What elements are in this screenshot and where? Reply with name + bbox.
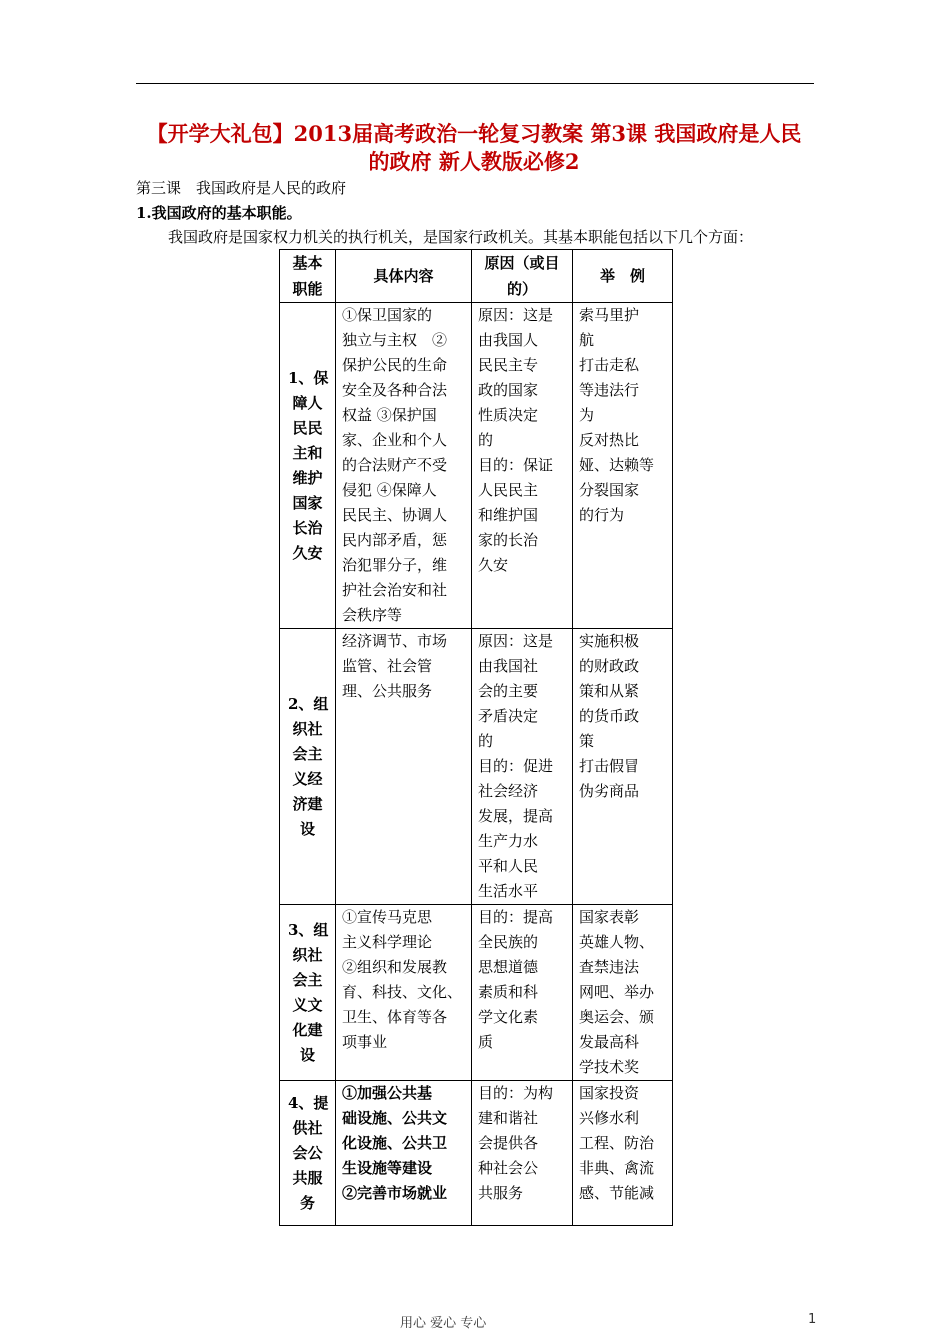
cell-text-line: 监管、社会管 bbox=[342, 657, 433, 675]
cell-text-line: 民民主、协调人 bbox=[342, 506, 448, 524]
cell-text-line: 保护公民的生命 bbox=[342, 356, 448, 374]
cell-text-line: 民民 bbox=[292, 418, 323, 437]
page-number: 1 bbox=[808, 1312, 817, 1327]
cell-text-line: 家、企业和个人 bbox=[342, 431, 448, 449]
cell-text-line: 目的：保证 bbox=[478, 456, 554, 474]
cell-text-line: 政的国家 bbox=[478, 381, 539, 399]
cell-text-line: 策和从紧 bbox=[579, 682, 640, 700]
cell-text-line: ②完善市场就业 bbox=[342, 1184, 448, 1202]
header-cell-content bbox=[336, 250, 472, 303]
cell-text-line: 长治 bbox=[292, 518, 323, 537]
cell-text-line: 经济调节、市场 bbox=[342, 632, 448, 650]
cell-text-line: ①宣传马克思 bbox=[342, 908, 433, 926]
cell-text-line: 反对热比 bbox=[579, 431, 640, 449]
cell-text-line: 的货币政 bbox=[579, 707, 640, 725]
cell-text-line: 打击走私 bbox=[579, 356, 640, 374]
cell-text-line: 由我国社 bbox=[478, 657, 539, 675]
cell-text-line: 的合法财产不受 bbox=[342, 456, 448, 474]
cell-text-line: 目的：提高 bbox=[478, 908, 554, 926]
content-cell bbox=[336, 905, 472, 1081]
cell-text-line: 化建 bbox=[292, 1020, 323, 1039]
example-cell bbox=[573, 629, 673, 905]
cell-text-line: 障人 bbox=[292, 393, 323, 412]
cell-text-line: 性质决定 bbox=[478, 406, 539, 424]
functions-table bbox=[279, 249, 673, 1226]
cell-text-line: 原因：这是 bbox=[478, 306, 554, 324]
reason-cell bbox=[472, 905, 573, 1081]
cell-text-line: 维护 bbox=[292, 468, 323, 487]
cell-text-line: 权益 ③保护国 bbox=[342, 406, 437, 424]
cell-text-line: 久安 bbox=[478, 556, 509, 574]
cell-text-line: 设 bbox=[299, 819, 315, 838]
cell-text-line: 的 bbox=[478, 431, 494, 449]
function-cell bbox=[280, 303, 336, 629]
lesson-heading: 第三课 我国政府是人民的政府 bbox=[136, 179, 347, 197]
title-line-2: 的政府 新人教版必修2 bbox=[368, 149, 580, 174]
intro-paragraph: 我国政府是国家权力机关的执行机关，是国家行政机关。其基本职能包括以下几个方面： bbox=[168, 228, 754, 246]
cell-text-line: 策 bbox=[579, 732, 595, 750]
cell-text-line: 由我国人 bbox=[478, 331, 539, 349]
cell-text-line: 共服务 bbox=[478, 1184, 524, 1202]
cell-text-line: 会秩序等 bbox=[342, 606, 403, 624]
reason-cell bbox=[472, 1081, 573, 1226]
cell-text-line: 国家 bbox=[292, 493, 323, 512]
function-cell bbox=[280, 905, 336, 1081]
cell-text-line: 义经 bbox=[292, 769, 323, 788]
cell-text-line: 安全及各种合法 bbox=[342, 381, 448, 399]
cell-text-line: 育、科技、文化、 bbox=[342, 983, 463, 1001]
header-cell-example bbox=[573, 250, 673, 303]
cell-text-line: 工程、防治 bbox=[579, 1134, 655, 1152]
cell-text-line: 2、组 bbox=[288, 694, 329, 713]
cell-text-line: 人民民主 bbox=[478, 481, 539, 499]
cell-text-line: 的财政政 bbox=[579, 657, 640, 675]
table-row bbox=[280, 629, 673, 905]
table-row bbox=[280, 303, 673, 629]
cell-text-line: 质 bbox=[478, 1033, 494, 1051]
cell-text-line: 原因：这是 bbox=[478, 632, 554, 650]
document-title bbox=[128, 120, 820, 176]
cell-text-line: 目的：促进 bbox=[478, 757, 554, 775]
cell-text-line: 学文化素 bbox=[478, 1008, 539, 1026]
cell-text-line: 英雄人物、 bbox=[579, 933, 655, 951]
cell-text-line: 种社会公 bbox=[478, 1159, 539, 1177]
cell-text-line: 治犯罪分子，维 bbox=[342, 556, 448, 574]
cell-text-line: 民内部矛盾，惩 bbox=[342, 531, 448, 549]
table-row bbox=[280, 905, 673, 1081]
reason-cell bbox=[472, 629, 573, 905]
cell-text-line: 具体内容 bbox=[373, 267, 434, 285]
section-heading: 1.我国政府的基本职能。 bbox=[136, 204, 302, 222]
cell-text-line: 全民族的 bbox=[478, 933, 539, 951]
cell-text-line: 独立与主权 ② bbox=[342, 331, 448, 349]
example-cell bbox=[573, 303, 673, 629]
cell-text-line: 兴修水利 bbox=[579, 1109, 640, 1127]
cell-text-line: 的） bbox=[506, 280, 537, 298]
cell-text-line: 娅、达赖等 bbox=[579, 456, 655, 474]
content-cell bbox=[336, 303, 472, 629]
cell-text-line: 护社会治安和社 bbox=[342, 581, 448, 599]
cell-text-line: 生设施等建设 bbox=[342, 1159, 433, 1177]
cell-text-line: 伪劣商品 bbox=[579, 782, 640, 800]
cell-text-line: 感、节能减 bbox=[579, 1184, 655, 1202]
cell-text-line: 民民主专 bbox=[478, 356, 539, 374]
example-cell bbox=[573, 905, 673, 1081]
cell-text-line: 会主 bbox=[292, 744, 323, 763]
cell-text-line: 供社 bbox=[292, 1118, 323, 1137]
cell-text-line: 矛盾决定 bbox=[478, 707, 539, 725]
cell-text-line: 主和 bbox=[292, 443, 323, 462]
cell-text-line: ①加强公共基 bbox=[342, 1084, 433, 1102]
header-rule bbox=[136, 83, 814, 84]
cell-text-line: 实施积极 bbox=[579, 632, 640, 650]
cell-text-line: 义文 bbox=[292, 995, 323, 1014]
cell-text-line: 举 例 bbox=[599, 267, 645, 285]
cell-text-line: 织社 bbox=[292, 719, 323, 738]
cell-text-line: 久安 bbox=[292, 543, 323, 562]
example-cell bbox=[573, 1081, 673, 1226]
cell-text-line: 基本 bbox=[292, 254, 323, 272]
cell-text-line: 发展，提高 bbox=[478, 807, 554, 825]
content-cell bbox=[336, 1081, 472, 1226]
cell-text-line: 共服 bbox=[292, 1168, 323, 1187]
table-row bbox=[280, 1081, 673, 1226]
cell-text-line: 国家表彰 bbox=[579, 908, 640, 926]
cell-text-line: 会提供各 bbox=[478, 1134, 539, 1152]
cell-text-line: 打击假冒 bbox=[579, 757, 640, 775]
cell-text-line: 设 bbox=[299, 1045, 315, 1064]
cell-text-line: 家的长治 bbox=[478, 531, 539, 549]
cell-text-line: 索马里护 bbox=[579, 306, 640, 324]
cell-text-line: ②组织和发展教 bbox=[342, 958, 448, 976]
cell-text-line: 建和谐社 bbox=[478, 1109, 539, 1127]
function-cell bbox=[280, 629, 336, 905]
cell-text-line: 和维护国 bbox=[478, 506, 539, 524]
title-line-1: 【开学大礼包】2013届高考政治一轮复习教案 第3课 我国政府是人民 bbox=[146, 121, 802, 146]
reason-cell bbox=[472, 303, 573, 629]
cell-text-line: ①保卫国家的 bbox=[342, 306, 433, 324]
cell-text-line: 航 bbox=[579, 331, 595, 349]
cell-text-line: 会的主要 bbox=[478, 682, 539, 700]
cell-text-line: 务 bbox=[299, 1193, 315, 1212]
cell-text-line: 素质和科 bbox=[478, 983, 539, 1001]
cell-text-line: 化设施、公共卫 bbox=[342, 1134, 448, 1152]
cell-text-line: 主义科学理论 bbox=[342, 933, 433, 951]
cell-text-line: 网吧、举办 bbox=[579, 983, 655, 1001]
cell-text-line: 等违法行 bbox=[579, 381, 640, 399]
cell-text-line: 生活水平 bbox=[478, 882, 539, 900]
cell-text-line: 学技术奖 bbox=[579, 1058, 640, 1076]
header-cell-function bbox=[280, 250, 336, 303]
cell-text-line: 济建 bbox=[292, 794, 323, 813]
cell-text-line: 1、保 bbox=[288, 368, 329, 387]
cell-text-line: 奥运会、颁 bbox=[579, 1008, 655, 1026]
cell-text-line: 理、公共服务 bbox=[342, 682, 433, 700]
cell-text-line: 3、组 bbox=[288, 920, 329, 939]
content-cell bbox=[336, 629, 472, 905]
cell-text-line: 查禁违法 bbox=[579, 958, 640, 976]
cell-text-line: 原因（或目 bbox=[484, 254, 560, 272]
cell-text-line: 思想道德 bbox=[478, 958, 539, 976]
cell-text-line: 国家投资 bbox=[579, 1084, 640, 1102]
function-cell bbox=[280, 1081, 336, 1226]
header-cell-reason bbox=[472, 250, 573, 303]
cell-text-line: 卫生、体育等各 bbox=[342, 1008, 448, 1026]
cell-text-line: 织社 bbox=[292, 945, 323, 964]
page-footer: 用心 爱心 专心 bbox=[400, 1316, 487, 1331]
cell-text-line: 的行为 bbox=[579, 506, 625, 524]
cell-text-line: 项事业 bbox=[342, 1033, 388, 1051]
cell-text-line: 职能 bbox=[292, 280, 323, 298]
cell-text-line: 目的：为构 bbox=[478, 1084, 554, 1102]
cell-text-line: 发最高科 bbox=[579, 1033, 640, 1051]
cell-text-line: 4、提 bbox=[288, 1093, 329, 1112]
cell-text-line: 平和人民 bbox=[478, 857, 539, 875]
cell-text-line: 社会经济 bbox=[478, 782, 539, 800]
cell-text-line: 会主 bbox=[292, 970, 323, 989]
cell-text-line: 础设施、公共文 bbox=[342, 1109, 448, 1127]
cell-text-line: 分裂国家 bbox=[579, 481, 640, 499]
cell-text-line: 生产力水 bbox=[478, 832, 539, 850]
cell-text-line: 的 bbox=[478, 732, 494, 750]
cell-text-line: 非典、禽流 bbox=[579, 1159, 655, 1177]
table-header-row bbox=[280, 250, 673, 303]
cell-text-line: 会公 bbox=[292, 1143, 323, 1162]
cell-text-line: 为 bbox=[579, 406, 595, 424]
cell-text-line: 侵犯 ④保障人 bbox=[342, 481, 437, 499]
